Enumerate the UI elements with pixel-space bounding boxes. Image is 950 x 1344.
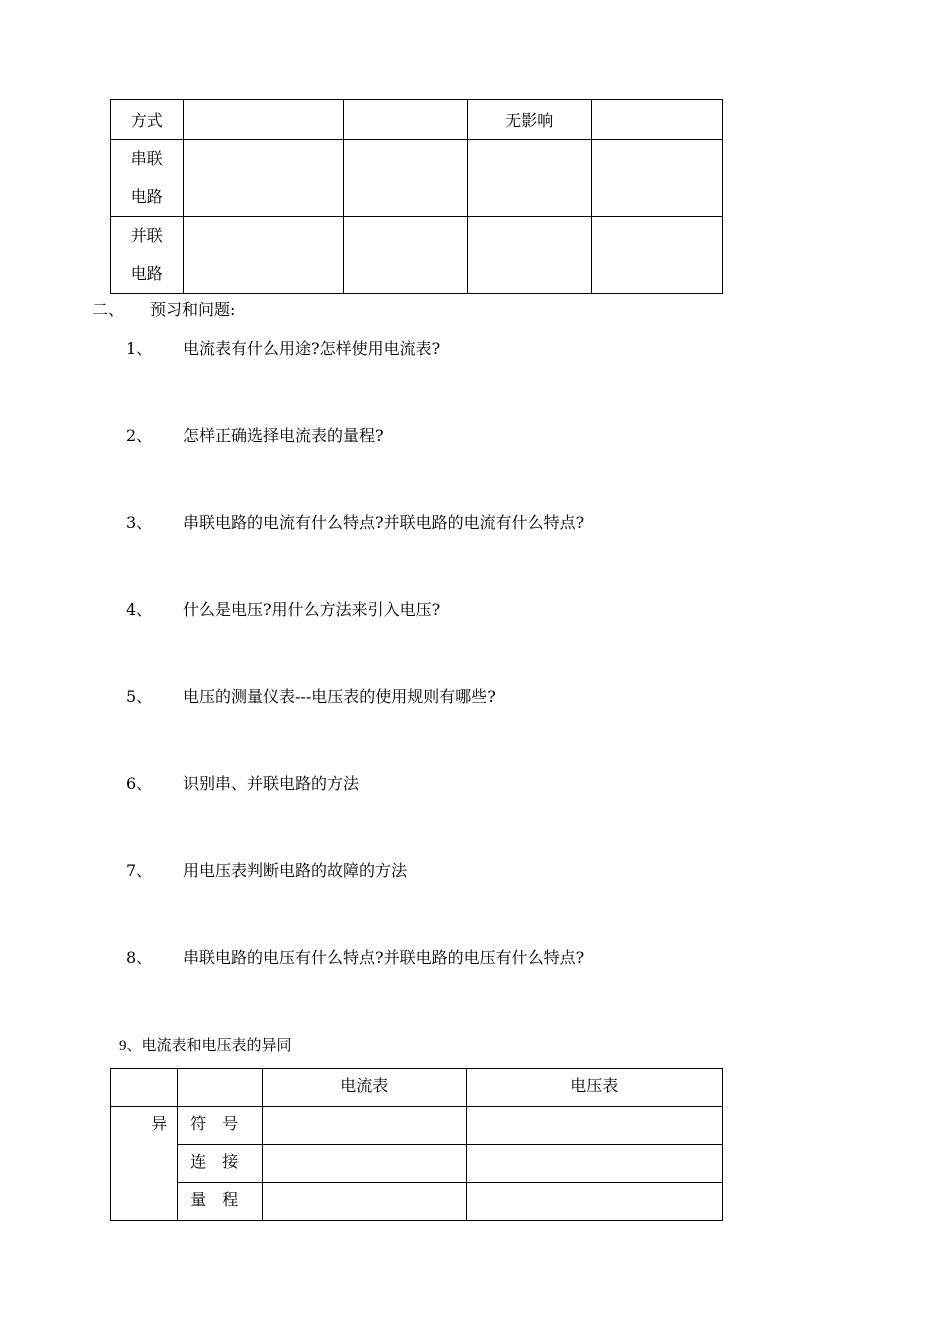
- circuit-comparison-table: [110, 99, 723, 294]
- row-label-parallel: [111, 217, 184, 294]
- header-cell-method: 方式: [111, 100, 184, 140]
- blank-cell: [466, 1145, 722, 1183]
- question-text: 串联电路的电压有什么特点?并联电路的电压有什么特点?: [183, 948, 585, 967]
- table-row-parallel: [111, 217, 723, 294]
- blank-cell: [183, 140, 343, 217]
- blank-cell: [183, 217, 343, 294]
- row-label-line: 串联: [130, 149, 163, 168]
- question-item: [126, 858, 407, 881]
- header-cell-voltmeter: 电压表: [466, 1069, 722, 1107]
- blank-cell: [262, 1107, 466, 1145]
- question-item: [126, 423, 384, 446]
- question-number: 4、: [126, 600, 153, 619]
- question-text: 电流表有什么用途?怎样使用电流表?: [183, 339, 441, 358]
- question-item: [126, 510, 584, 533]
- question-item: [126, 945, 584, 968]
- table-row-series: [111, 140, 723, 217]
- table-row: [111, 1183, 723, 1221]
- row-label-symbol: 符号: [178, 1107, 263, 1145]
- header-cell-empty: [591, 100, 722, 140]
- question-number: 1、: [126, 339, 153, 358]
- header-cell-no-effect: 无影响: [467, 100, 591, 140]
- blank-cell: [343, 140, 467, 217]
- blank-cell: [591, 140, 722, 217]
- question-item: [126, 771, 359, 794]
- table-row: [111, 1145, 723, 1183]
- group-label-difference: 异: [111, 1107, 178, 1221]
- blank-cell: [467, 217, 591, 294]
- question-text: 怎样正确选择电流表的量程?: [183, 426, 384, 445]
- question-9-title: 9、电流表和电压表的异同: [119, 1038, 292, 1054]
- blank-cell: [466, 1183, 722, 1221]
- question-number: 8、: [126, 948, 153, 967]
- question-number: 6、: [126, 774, 153, 793]
- header-cell-empty: [178, 1069, 263, 1107]
- header-cell-ammeter: 电流表: [262, 1069, 466, 1107]
- question-item: [126, 684, 496, 707]
- table-header-row: [111, 100, 723, 140]
- blank-cell: [343, 217, 467, 294]
- row-label-line: 并联: [130, 226, 163, 245]
- question-item: [126, 336, 440, 359]
- question-text: 用电压表判断电路的故障的方法: [183, 861, 408, 880]
- row-label-range: 量程: [178, 1183, 263, 1221]
- section-heading: [92, 297, 235, 320]
- question-number: 5、: [126, 687, 153, 706]
- blank-cell: [262, 1183, 466, 1221]
- section-number: 二、: [92, 300, 125, 319]
- blank-cell: [262, 1145, 466, 1183]
- question-number: 2、: [126, 426, 153, 445]
- header-cell-empty: [111, 1069, 178, 1107]
- blank-cell: [591, 217, 722, 294]
- row-label-series: [111, 140, 184, 217]
- blank-cell: [467, 140, 591, 217]
- blank-cell: [466, 1107, 722, 1145]
- header-cell-empty: [343, 100, 467, 140]
- question-text: 识别串、并联电路的方法: [183, 774, 360, 793]
- row-label-connection: 连接: [178, 1145, 263, 1183]
- question-number: 3、: [126, 513, 153, 532]
- row-label-line: 电路: [130, 264, 163, 283]
- question-text: 什么是电压?用什么方法来引入电压?: [183, 600, 441, 619]
- meter-comparison-table: [110, 1068, 723, 1221]
- question-number: 7、: [126, 861, 153, 880]
- header-cell-empty: [183, 100, 343, 140]
- row-label-line: 电路: [130, 187, 163, 206]
- question-text: 电压的测量仪表---电压表的使用规则有哪些?: [183, 687, 496, 706]
- section-title: 预习和问题:: [150, 300, 236, 319]
- question-text: 串联电路的电流有什么特点?并联电路的电流有什么特点?: [183, 513, 585, 532]
- table-header-row: [111, 1069, 723, 1107]
- question-item: [126, 597, 440, 620]
- table-row: [111, 1107, 723, 1145]
